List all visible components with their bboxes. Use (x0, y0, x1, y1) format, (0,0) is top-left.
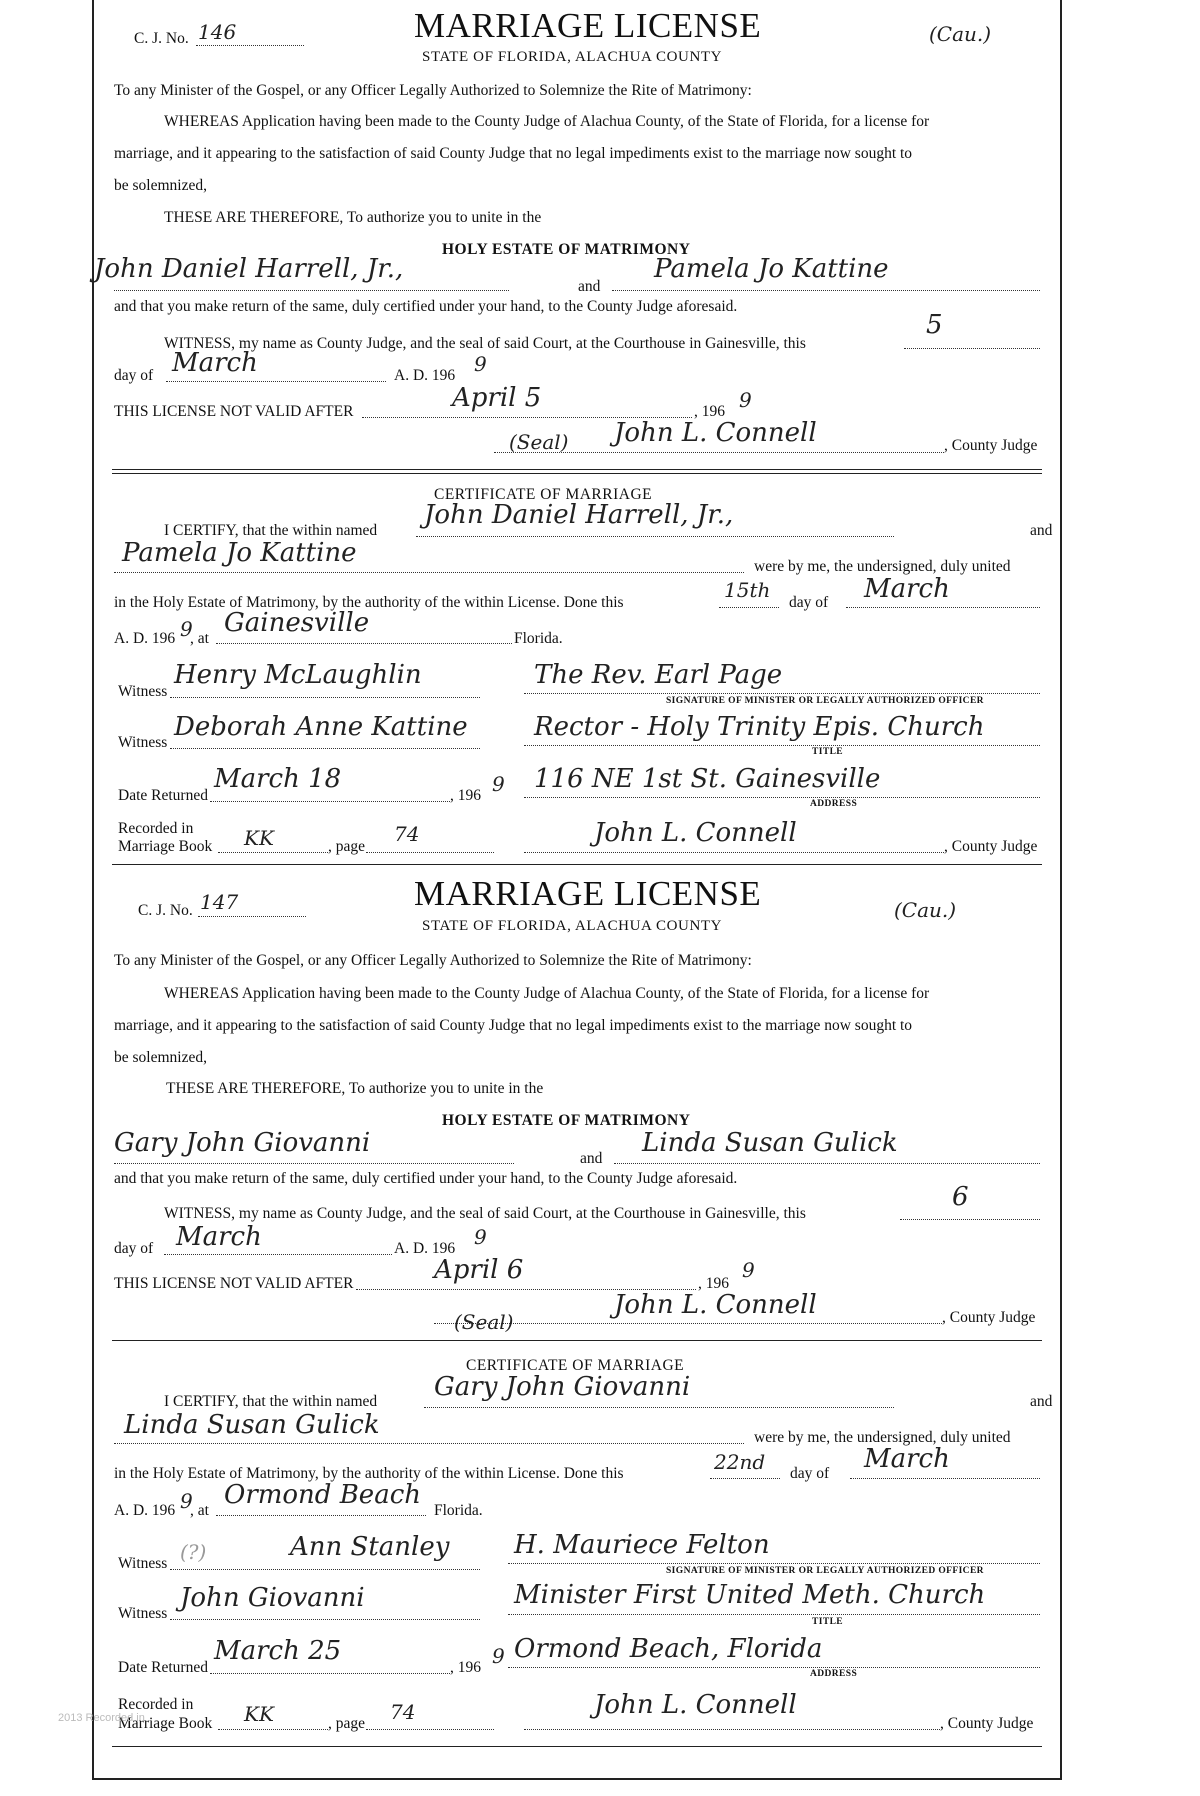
whereas-line-2: marriage, and it appearing to the satisfaction of said County Judge that no legal impediments exist to the marriage now sought to (114, 1017, 913, 1034)
united-line: were by me, the undersigned, duly united (754, 1429, 1011, 1446)
ad-year: 9 (474, 352, 487, 376)
valid-year: 9 (742, 1258, 755, 1282)
judge-signature: John L. Connell (614, 418, 817, 448)
holy-estate-heading: HOLY ESTATE OF MATRIMONY (442, 1112, 691, 1129)
done-month: March (864, 1444, 950, 1474)
and-label: and (580, 1150, 603, 1167)
certificate-title: CERTIFICATE OF MARRIAGE (466, 1357, 685, 1374)
book-value: KK (244, 1702, 274, 1726)
signature-label: SIGNATURE OF MINISTER OR LEGALLY AUTHORIZED OFFICER (666, 696, 984, 706)
therefore-line: THESE ARE THEREFORE, To authorize you to unite in the (164, 209, 542, 226)
witness-label-1: Witness (118, 683, 168, 700)
witness-line: WITNESS, my name as County Judge, and the seal of said Court, at the Courthouse in Gainesville, this (164, 335, 806, 352)
at-label: , at (190, 630, 209, 647)
cj-label: C. J. No. (134, 30, 189, 47)
witness-day: 6 (952, 1182, 969, 1212)
not-valid-label: THIS LICENSE NOT VALID AFTER (114, 403, 354, 420)
bride-name: Linda Susan Gulick (642, 1128, 898, 1158)
date-returned-label: Date Returned (118, 1659, 208, 1676)
whereas-line-2: marriage, and it appearing to the satisfaction of said County Judge that no legal impediments exist to the marriage now sought to (114, 145, 913, 162)
ad-at-label: A. D. 196 (114, 1502, 176, 1519)
book-value: KK (244, 826, 274, 850)
holy-estate-line: in the Holy Estate of Matrimony, by the authority of the within License. Done this (114, 594, 624, 611)
valid-year-prefix: , 196 (694, 403, 725, 420)
day-of-label: day of (114, 1240, 154, 1257)
valid-until: April 6 (434, 1255, 524, 1285)
judge-signature-2: John L. Connell (594, 818, 797, 848)
ad-year-2: 9 (180, 1489, 193, 1513)
united-line: were by me, the undersigned, duly united (754, 558, 1011, 575)
returned-year: 9 (492, 772, 505, 796)
done-day: 15th (724, 578, 771, 602)
signature-label: SIGNATURE OF MINISTER OR LEGALLY AUTHORIZED OFFICER (666, 1566, 984, 1576)
place-value: Gainesville (224, 608, 370, 638)
corner-note: (Cau.) (894, 898, 957, 922)
certificate-title: CERTIFICATE OF MARRIAGE (434, 486, 653, 503)
marriage-book-label: Marriage Book (118, 1715, 213, 1732)
license-title: MARRIAGE LICENSE (414, 6, 762, 45)
witness-label-1: Witness (118, 1555, 168, 1572)
watermark: 2013 Recorded in (58, 1712, 145, 1724)
witness-1: Henry McLaughlin (174, 660, 422, 690)
witness-label-2: Witness (118, 734, 168, 751)
date-returned: March 18 (214, 764, 342, 794)
witness-line: WITNESS, my name as County Judge, and the seal of said Court, at the Courthouse in Gainesville, this (164, 1205, 806, 1222)
groom-name: Gary John Giovanni (114, 1128, 371, 1158)
witness-day: 5 (926, 310, 943, 340)
ad-year: 9 (474, 1225, 487, 1249)
address-line: To any Minister of the Gospel, or any Officer Legally Authorized to Solemnize the Rite of Matrimony: (114, 952, 752, 969)
florida-label: Florida. (434, 1502, 483, 1519)
cert-groom: Gary John Giovanni (434, 1372, 691, 1402)
ad-at-label: A. D. 196 (114, 630, 176, 647)
document-page (92, 0, 1062, 1780)
at-label: , at (190, 1502, 209, 1519)
whereas-line-1: WHEREAS Application having been made to the County Judge of Alachua County, of the State of Florida, for a license for (164, 113, 930, 130)
therefore-line: THESE ARE THEREFORE, To authorize you to unite in the (166, 1080, 544, 1097)
county-judge-label-2: , County Judge (944, 838, 1038, 855)
day-of-label-2: day of (789, 594, 829, 611)
address-line: To any Minister of the Gospel, or any Officer Legally Authorized to Solemnize the Rite of Matrimony: (114, 82, 752, 99)
county-judge-label-2: , County Judge (940, 1715, 1034, 1732)
cj-label: C. J. No. (138, 902, 193, 919)
valid-year-prefix: , 196 (698, 1275, 729, 1292)
license-title: MARRIAGE LICENSE (414, 874, 762, 913)
not-valid-label: THIS LICENSE NOT VALID AFTER (114, 1275, 354, 1292)
whereas-line-3: be solemnized, (114, 177, 207, 194)
whereas-line-3: be solemnized, (114, 1049, 207, 1066)
title-label: TITLE (812, 747, 844, 757)
seal-mark: (Seal) (509, 430, 569, 454)
page-number: 74 (390, 1700, 416, 1724)
done-month: March (864, 574, 950, 604)
cert-bride: Linda Susan Gulick (124, 1410, 380, 1440)
date-returned-label: Date Returned (118, 787, 208, 804)
cert-groom: John Daniel Harrell, Jr., (424, 500, 734, 530)
page-label: , page (328, 838, 366, 855)
ad-label: A. D. 196 (394, 1240, 456, 1257)
title-label: TITLE (812, 1617, 844, 1627)
recorded-in-label: Recorded in (118, 1696, 194, 1713)
certify-line: I CERTIFY, that the within named (164, 1393, 378, 1410)
valid-year: 9 (739, 388, 752, 412)
corner-note: (Cau.) (929, 22, 992, 46)
judge-signature: John L. Connell (614, 1290, 817, 1320)
month-value: March (176, 1222, 262, 1252)
ad-year-2: 9 (180, 617, 193, 641)
and-label: and (578, 278, 601, 295)
county-judge-label: , County Judge (942, 1309, 1036, 1326)
florida-label: Florida. (514, 630, 563, 647)
cert-and: and (1030, 1393, 1053, 1410)
witness-1: Ann Stanley (290, 1532, 450, 1562)
minister-title: Minister First United Meth. Church (514, 1580, 986, 1610)
minister-signature: H. Mauriece Felton (514, 1530, 770, 1560)
county-judge-label: , County Judge (944, 437, 1038, 454)
day-of-label-2: day of (790, 1465, 830, 1482)
ad-label: A. D. 196 (394, 367, 456, 384)
done-day: 22nd (714, 1450, 766, 1474)
returned-year: 9 (492, 1644, 505, 1668)
valid-until: April 5 (452, 383, 542, 413)
minister-title: Rector - Holy Trinity Epis. Church (534, 712, 985, 742)
address-label: ADDRESS (810, 1669, 858, 1679)
judge-signature-2: John L. Connell (594, 1690, 797, 1720)
bride-name: Pamela Jo Kattine (654, 254, 889, 284)
witness-2: John Giovanni (180, 1583, 365, 1613)
address-label: ADDRESS (810, 799, 858, 809)
holy-estate-line: in the Holy Estate of Matrimony, by the authority of the within License. Done this (114, 1465, 624, 1482)
day-of-label: day of (114, 367, 154, 384)
cj-number: 147 (200, 890, 239, 914)
page-number: 74 (394, 822, 420, 846)
cert-and: and (1030, 522, 1053, 539)
month-value: March (172, 348, 258, 378)
returned-year-prefix: , 196 (450, 787, 481, 804)
recorded-in-label: Recorded in (118, 820, 194, 837)
cert-bride: Pamela Jo Kattine (122, 538, 357, 568)
returned-year-prefix: , 196 (450, 1659, 481, 1676)
certify-line: I CERTIFY, that the within named (164, 522, 378, 539)
license-subtitle: STATE OF FLORIDA, ALACHUA COUNTY (422, 49, 723, 65)
date-returned: March 25 (214, 1636, 342, 1666)
return-line: and that you make return of the same, duly certified under your hand, to the County Judge aforesaid. (114, 1170, 738, 1187)
minister-signature: The Rev. Earl Page (534, 660, 783, 690)
cj-number: 146 (198, 20, 237, 44)
license-subtitle: STATE OF FLORIDA, ALACHUA COUNTY (422, 918, 723, 934)
witness-label-2: Witness (118, 1605, 168, 1622)
witness-2: Deborah Anne Kattine (174, 712, 468, 742)
marriage-book-label: Marriage Book (118, 838, 213, 855)
groom-name: John Daniel Harrell, Jr., (94, 254, 404, 284)
minister-address: Ormond Beach, Florida (514, 1634, 823, 1664)
seal-mark: (Seal) (454, 1310, 514, 1334)
minister-address: 116 NE 1st St. Gainesville (534, 764, 881, 794)
place-value: Ormond Beach (224, 1480, 422, 1510)
whereas-line-1: WHEREAS Application having been made to the County Judge of Alachua County, of the State of Florida, for a license for (164, 985, 930, 1002)
holy-estate-heading: HOLY ESTATE OF MATRIMONY (442, 241, 691, 258)
page-label: , page (328, 1715, 366, 1732)
witness-1-prefix: (?) (180, 1540, 207, 1564)
return-line: and that you make return of the same, duly certified under your hand, to the County Judge aforesaid. (114, 298, 738, 315)
